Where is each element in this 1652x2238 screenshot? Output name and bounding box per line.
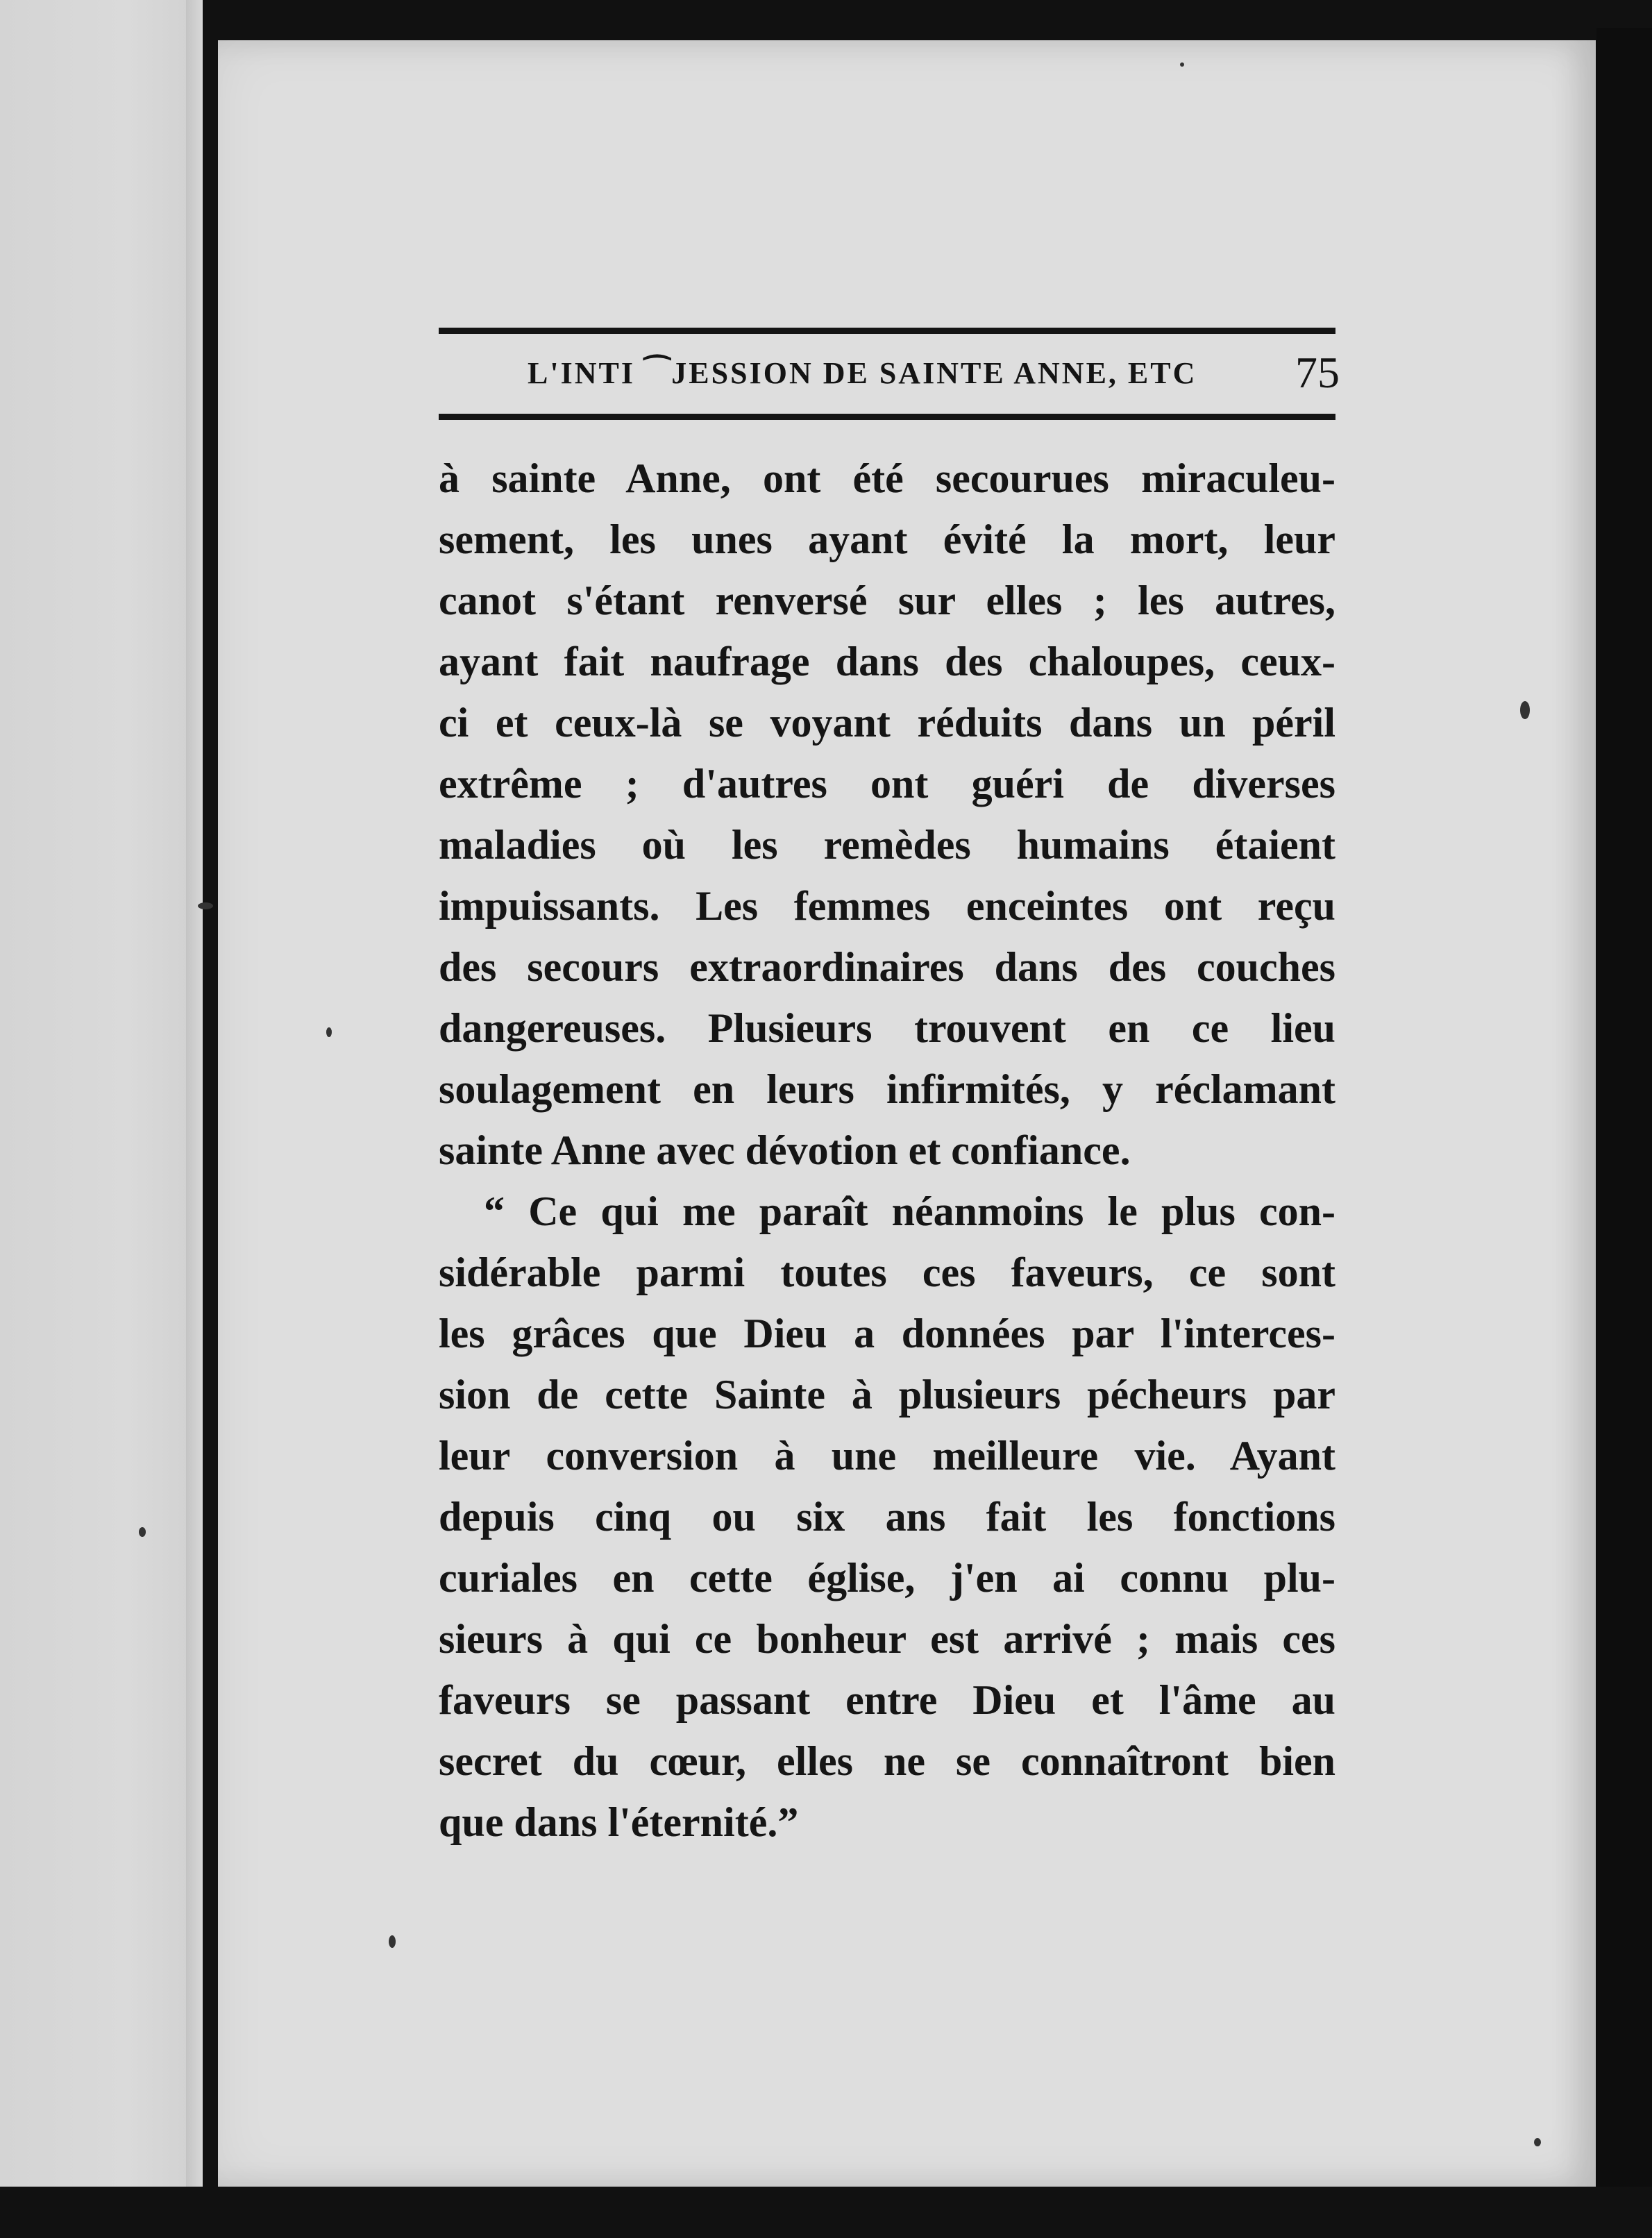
scan-border-right [1596, 28, 1652, 2238]
running-title: L'INTI ⁀JESSION DE SAINTE ANNE, ETC [528, 356, 1197, 390]
paragraph-end-line: que dans l'éternité.” [439, 1799, 799, 1845]
text-line: sion de cette Sainte à plusieurs pécheurs par [439, 1372, 1335, 1417]
header-rule-bottom [439, 414, 1335, 420]
text-line: les grâces que Dieu a données par l'interces- [439, 1311, 1335, 1356]
text-line: sement, les unes ayant évité la mort, leur [439, 516, 1335, 562]
text-line: canot s'étant renversé sur elles ; les autres, [439, 578, 1335, 623]
left-page [0, 0, 212, 2238]
scan-border-bottom [0, 2187, 1652, 2238]
text-line: extrême ; d'autres ont guéri de diverses [439, 761, 1335, 807]
text-line: faveurs se passant entre Dieu et l'âme au [439, 1677, 1335, 1723]
text-line: maladies où les remèdes humains étaient [439, 822, 1335, 868]
paragraph-start-line: “ Ce qui me paraît néanmoins le plus con- [484, 1188, 1335, 1234]
text-line: curiales en cette église, j'en ai connu plu- [439, 1555, 1335, 1601]
body-text [439, 448, 1335, 1853]
text-line: secret du cœur, elles ne se connaîtront bien [439, 1738, 1335, 1784]
scan-border-top [0, 0, 1652, 40]
text-line: leur conversion à une meilleure vie. Ayant [439, 1433, 1335, 1479]
page-number: 75 [1295, 348, 1340, 397]
paragraph-end-line: sainte Anne avec dévotion et confiance. [439, 1127, 1131, 1173]
text-line: ci et ceux-là se voyant réduits dans un péril [439, 700, 1335, 746]
text-line: sieurs à qui ce bonheur est arrivé ; mais ces [439, 1616, 1335, 1662]
text-line: soulagement en leurs infirmités, y réclamant [439, 1066, 1335, 1112]
text-line: des secours extraordinaires dans des couches [439, 944, 1335, 990]
text-line: sidérable parmi toutes ces faveurs, ce sont [439, 1250, 1335, 1295]
text-line: à sainte Anne, ont été secourues miraculeu- [439, 455, 1335, 501]
text-line: impuissants. Les femmes enceintes ont reçu [439, 883, 1335, 929]
header-rule-top [439, 328, 1335, 334]
gutter [203, 0, 218, 2238]
text-line: ayant fait naufrage dans des chaloupes, ceux- [439, 639, 1335, 684]
text-line: dangereuses. Plusieurs trouvent en ce lieu [439, 1005, 1335, 1051]
text-line: depuis cinq ou six ans fait les fonctions [439, 1494, 1335, 1540]
